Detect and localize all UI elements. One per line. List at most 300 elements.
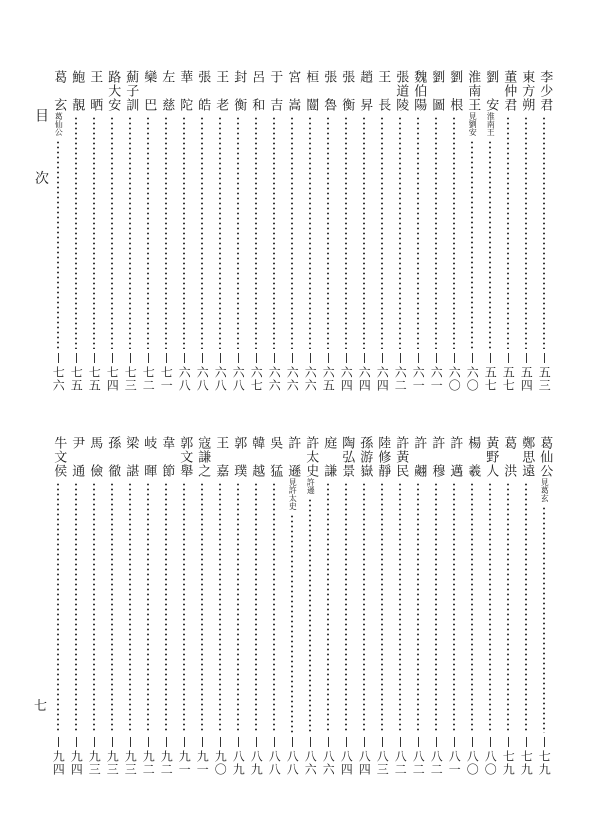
entry-name-text: 梁 諶 bbox=[123, 436, 139, 478]
toc-entry bbox=[338, 70, 355, 392]
toc-entry bbox=[158, 436, 175, 776]
leader-dots bbox=[129, 482, 131, 733]
entry-name bbox=[482, 436, 498, 478]
entry-name-text: 陶弘景 bbox=[339, 436, 355, 478]
entry-page-number: 八二 bbox=[393, 750, 408, 776]
entry-name-text: 王 老 bbox=[213, 70, 229, 112]
entry-page-number: 七九 bbox=[501, 750, 516, 776]
entry-page-number: 七九 bbox=[519, 750, 534, 776]
entry-name-text: 薊子訓 bbox=[123, 70, 139, 112]
entry-page-number: 六四 bbox=[339, 366, 354, 392]
leader-dots bbox=[93, 116, 95, 349]
page-separator bbox=[58, 353, 59, 363]
toc-entry bbox=[374, 436, 391, 776]
entry-page-number: 五七 bbox=[501, 366, 516, 392]
leader-dots bbox=[435, 116, 437, 349]
leader-dots bbox=[255, 116, 257, 349]
entry-name bbox=[86, 70, 102, 112]
page-separator bbox=[274, 353, 275, 363]
toc-entry bbox=[140, 70, 157, 392]
entry-page-number: 八九 bbox=[249, 750, 264, 776]
page-separator bbox=[400, 737, 401, 747]
entry-name bbox=[122, 70, 138, 112]
page-separator bbox=[508, 353, 509, 363]
toc-entry bbox=[410, 70, 427, 392]
toc-entry bbox=[536, 436, 553, 776]
entry-name bbox=[320, 436, 336, 478]
entry-page-number: 六一 bbox=[411, 366, 426, 392]
leader-dots bbox=[489, 140, 491, 349]
leader-dots bbox=[309, 498, 311, 733]
entry-page-number: 五七 bbox=[483, 366, 498, 392]
toc-entry bbox=[140, 436, 157, 776]
leader-dots bbox=[165, 482, 167, 733]
page-separator bbox=[274, 737, 275, 747]
page-separator bbox=[526, 737, 527, 747]
leader-dots bbox=[435, 482, 437, 733]
toc-entry bbox=[320, 436, 337, 776]
entry-page-number: 六八 bbox=[231, 366, 246, 392]
entry-name-text: 趙 昇 bbox=[357, 70, 373, 112]
leader-dots bbox=[75, 482, 77, 733]
leader-dots bbox=[543, 116, 545, 349]
entry-page-number: 九二 bbox=[159, 750, 174, 776]
entry-name bbox=[284, 436, 300, 510]
page-separator bbox=[544, 737, 545, 747]
page-separator bbox=[202, 737, 203, 747]
entry-name-text: 劉 根 bbox=[447, 70, 463, 112]
leader-dots bbox=[309, 116, 311, 349]
entry-name bbox=[536, 70, 552, 112]
entry-name-text: 左 慈 bbox=[159, 70, 175, 112]
entry-name-text: 黃野人 bbox=[483, 436, 499, 478]
toc-entry bbox=[230, 436, 247, 776]
toc-entry bbox=[122, 436, 139, 776]
page-separator bbox=[418, 737, 419, 747]
toc-entry bbox=[284, 436, 301, 776]
leader-dots bbox=[489, 482, 491, 733]
leader-dots bbox=[111, 116, 113, 349]
toc-entry bbox=[356, 436, 373, 776]
toc-entry bbox=[248, 70, 265, 392]
entry-page-number: 八一 bbox=[447, 750, 462, 776]
entry-name-text: 馬 儉 bbox=[87, 436, 103, 478]
entry-name bbox=[374, 70, 390, 112]
toc-entry bbox=[212, 436, 229, 776]
entry-page-number: 八八 bbox=[267, 750, 282, 776]
entry-page-number: 六〇 bbox=[447, 366, 462, 392]
leader-dots bbox=[417, 482, 419, 733]
toc-entry bbox=[212, 70, 229, 392]
entry-page-number: 七一 bbox=[159, 366, 174, 392]
toc-entry bbox=[302, 70, 319, 392]
entry-page-number: 六八 bbox=[195, 366, 210, 392]
toc-entry bbox=[446, 436, 463, 776]
toc-entry bbox=[374, 70, 391, 392]
toc-entry bbox=[86, 70, 103, 392]
toc-entry bbox=[464, 70, 481, 392]
entry-name-text: 許 遜 bbox=[285, 436, 301, 478]
entry-page-number: 六四 bbox=[375, 366, 390, 392]
entry-page-number: 八二 bbox=[429, 750, 444, 776]
toc-entry bbox=[410, 436, 427, 776]
entry-page-number: 九一 bbox=[195, 750, 210, 776]
leader-dots bbox=[255, 482, 257, 733]
entry-page-number: 八〇 bbox=[465, 750, 480, 776]
entry-page-number: 六六 bbox=[285, 366, 300, 392]
leader-dots bbox=[507, 116, 509, 349]
entry-name bbox=[104, 436, 120, 478]
entry-page-number: 八〇 bbox=[483, 750, 498, 776]
entry-page-number: 七二 bbox=[141, 366, 156, 392]
entry-note: 淮南王 bbox=[486, 112, 496, 136]
entry-page-number: 九三 bbox=[105, 750, 120, 776]
leader-dots bbox=[399, 116, 401, 349]
entry-name bbox=[194, 70, 210, 112]
entry-page-number: 七五 bbox=[69, 366, 84, 392]
page-separator bbox=[130, 737, 131, 747]
entry-page-number: 八四 bbox=[339, 750, 354, 776]
page-separator bbox=[310, 737, 311, 747]
entry-name bbox=[158, 436, 174, 478]
leader-dots bbox=[201, 116, 203, 349]
entry-name-text: 宮 嵩 bbox=[285, 70, 301, 112]
toc-entry bbox=[68, 70, 85, 392]
entry-page-number: 六〇 bbox=[465, 366, 480, 392]
entry-name-text: 李少君 bbox=[537, 70, 553, 112]
entry-name-text: 許太史 bbox=[303, 436, 319, 478]
leader-dots bbox=[453, 482, 455, 733]
page-separator bbox=[400, 353, 401, 363]
page-separator bbox=[490, 737, 491, 747]
toc-entry bbox=[68, 436, 85, 776]
entry-page-number: 七五 bbox=[87, 366, 102, 392]
toc-entry bbox=[428, 70, 445, 392]
entry-page-number: 九一 bbox=[177, 750, 192, 776]
toc-entry bbox=[338, 436, 355, 776]
entry-name-text: 呂 和 bbox=[249, 70, 265, 112]
leader-dots bbox=[291, 514, 293, 733]
leader-dots bbox=[363, 116, 365, 349]
page-separator bbox=[112, 353, 113, 363]
entry-name bbox=[428, 436, 444, 478]
entry-page-number: 九四 bbox=[51, 750, 66, 776]
leader-dots bbox=[147, 482, 149, 733]
entry-page-number: 九三 bbox=[87, 750, 102, 776]
page-separator bbox=[166, 737, 167, 747]
page-separator bbox=[436, 737, 437, 747]
toc-entry bbox=[50, 70, 67, 392]
leader-dots bbox=[345, 116, 347, 349]
entry-name-text: 寇謙之 bbox=[195, 436, 211, 478]
toc-entry bbox=[50, 436, 67, 776]
leader-dots bbox=[345, 482, 347, 733]
leader-dots bbox=[471, 140, 473, 349]
entry-name bbox=[122, 436, 138, 478]
entry-note: 見許太史 bbox=[288, 478, 298, 510]
entry-page-number: 八三 bbox=[375, 750, 390, 776]
entry-name-text: 韓 越 bbox=[249, 436, 265, 478]
entry-name-text: 欒 巴 bbox=[141, 70, 157, 112]
entry-name bbox=[284, 70, 300, 112]
leader-dots bbox=[381, 116, 383, 349]
toc-entry bbox=[86, 436, 103, 776]
entry-name bbox=[176, 70, 192, 112]
leader-dots bbox=[201, 482, 203, 733]
leader-dots bbox=[471, 482, 473, 733]
entry-page-number: 六六 bbox=[303, 366, 318, 392]
page-separator bbox=[436, 353, 437, 363]
entry-page-number: 六七 bbox=[249, 366, 264, 392]
entry-name bbox=[428, 70, 444, 112]
leader-dots bbox=[525, 116, 527, 349]
leader-dots bbox=[399, 482, 401, 733]
entry-page-number: 五四 bbox=[519, 366, 534, 392]
entry-name bbox=[410, 436, 426, 478]
entry-name-text: 鄭思遠 bbox=[519, 436, 535, 478]
entry-name-text: 董仲君 bbox=[501, 70, 517, 112]
entry-name bbox=[446, 436, 462, 478]
leader-dots bbox=[291, 116, 293, 349]
entry-name bbox=[338, 436, 354, 478]
entry-name bbox=[212, 436, 228, 478]
page-separator bbox=[364, 737, 365, 747]
toc-entry bbox=[104, 70, 121, 392]
entry-name-text: 于 吉 bbox=[267, 70, 283, 112]
page-separator bbox=[184, 353, 185, 363]
entry-name-text: 葛 玄 bbox=[51, 70, 67, 112]
leader-dots bbox=[57, 482, 59, 733]
leader-dots bbox=[183, 116, 185, 349]
entry-name bbox=[464, 70, 480, 136]
entry-page-number: 八六 bbox=[303, 750, 318, 776]
entry-page-number: 八二 bbox=[411, 750, 426, 776]
page-separator bbox=[472, 737, 473, 747]
entry-page-number: 六五 bbox=[321, 366, 336, 392]
toc-entry bbox=[266, 70, 283, 392]
entry-name-text: 許 邁 bbox=[447, 436, 463, 478]
toc-entry bbox=[194, 70, 211, 392]
entry-name bbox=[500, 436, 516, 478]
leader-dots bbox=[75, 116, 77, 349]
page-separator bbox=[346, 737, 347, 747]
leader-dots bbox=[273, 482, 275, 733]
entry-name bbox=[176, 436, 192, 478]
leader-dots bbox=[165, 116, 167, 349]
page-separator bbox=[76, 353, 77, 363]
toc-block-top bbox=[50, 70, 554, 392]
entry-name bbox=[500, 70, 516, 112]
entry-name-text: 吳 猛 bbox=[267, 436, 283, 478]
entry-name bbox=[230, 436, 246, 478]
toc-entry bbox=[500, 70, 517, 392]
entry-page-number: 六八 bbox=[177, 366, 192, 392]
leader-dots bbox=[183, 482, 185, 733]
leader-dots bbox=[363, 482, 365, 733]
entry-name-text: 劉 圖 bbox=[429, 70, 445, 112]
entry-name-text: 牛文侯 bbox=[51, 436, 67, 478]
entry-name bbox=[464, 436, 480, 478]
entry-name bbox=[392, 70, 408, 112]
entry-name bbox=[446, 70, 462, 112]
entry-name-text: 葛 洪 bbox=[501, 436, 517, 478]
entry-name bbox=[518, 436, 534, 478]
page-separator bbox=[544, 353, 545, 363]
entry-note: 見葛玄 bbox=[540, 478, 550, 502]
page-separator bbox=[202, 353, 203, 363]
leader-dots bbox=[507, 482, 509, 733]
entry-page-number: 六一 bbox=[429, 366, 444, 392]
entry-name-text: 陸修靜 bbox=[375, 436, 391, 478]
entry-name-text: 許 翽 bbox=[411, 436, 427, 478]
entry-name-text: 王 晒 bbox=[87, 70, 103, 112]
entry-page-number: 六二 bbox=[393, 366, 408, 392]
page-separator bbox=[508, 737, 509, 747]
toc-entry bbox=[428, 436, 445, 776]
toc-entry bbox=[518, 436, 535, 776]
entry-name-text: 孫 徹 bbox=[105, 436, 121, 478]
entry-page-number: 六四 bbox=[357, 366, 372, 392]
page-separator bbox=[454, 737, 455, 747]
page-separator bbox=[472, 353, 473, 363]
toc-entry bbox=[302, 436, 319, 776]
page-separator bbox=[292, 353, 293, 363]
entry-name bbox=[356, 70, 372, 112]
page-separator bbox=[76, 737, 77, 747]
page-separator bbox=[112, 737, 113, 747]
page-separator bbox=[184, 737, 185, 747]
entry-name-text: 桓 闓 bbox=[303, 70, 319, 112]
leader-dots bbox=[327, 482, 329, 733]
toc-entry bbox=[464, 436, 481, 776]
toc-entry bbox=[500, 436, 517, 776]
leader-dots bbox=[111, 482, 113, 733]
page-separator bbox=[490, 353, 491, 363]
leader-dots bbox=[453, 116, 455, 349]
entry-name-text: 路大安 bbox=[105, 70, 121, 112]
toc-entry bbox=[266, 436, 283, 776]
entry-name bbox=[410, 70, 426, 112]
page-separator bbox=[328, 737, 329, 747]
page-separator bbox=[346, 353, 347, 363]
entry-name-text: 鮑 靚 bbox=[69, 70, 85, 112]
entry-name-text: 郭文舉 bbox=[177, 436, 193, 478]
leader-dots bbox=[327, 116, 329, 349]
leader-dots bbox=[219, 482, 221, 733]
entry-name bbox=[104, 70, 120, 112]
entry-name-text: 岐 暉 bbox=[141, 436, 157, 478]
entry-name-text: 庭 謙 bbox=[321, 436, 337, 478]
entry-name bbox=[392, 436, 408, 478]
entry-page-number: 七四 bbox=[105, 366, 120, 392]
entry-name bbox=[68, 436, 84, 478]
entry-name-text: 許 穆 bbox=[429, 436, 445, 478]
leader-dots bbox=[273, 116, 275, 349]
entry-name bbox=[50, 70, 66, 136]
entry-name-text: 楊 羲 bbox=[465, 436, 481, 478]
toc-block-bottom bbox=[50, 436, 554, 776]
toc-entry bbox=[122, 70, 139, 392]
entry-name bbox=[356, 436, 372, 478]
page-separator bbox=[292, 737, 293, 747]
toc-entry bbox=[104, 436, 121, 776]
leader-dots bbox=[417, 116, 419, 349]
toc-entry bbox=[536, 70, 553, 392]
entry-name-text: 韋 節 bbox=[159, 436, 175, 478]
page-title: 目 次 bbox=[33, 108, 49, 207]
entry-name bbox=[140, 70, 156, 112]
page-separator bbox=[364, 353, 365, 363]
entry-name bbox=[212, 70, 228, 112]
entry-name bbox=[338, 70, 354, 112]
page-separator bbox=[310, 353, 311, 363]
toc-entry bbox=[482, 70, 499, 392]
leader-dots bbox=[381, 482, 383, 733]
toc-entry bbox=[230, 70, 247, 392]
leader-dots bbox=[57, 140, 59, 349]
entry-name bbox=[50, 436, 66, 478]
entry-name-text: 劉 安 bbox=[483, 70, 499, 112]
entry-name-text: 王 嘉 bbox=[213, 436, 229, 478]
page-separator bbox=[256, 353, 257, 363]
leader-dots bbox=[237, 116, 239, 349]
entry-name bbox=[266, 70, 282, 112]
leader-dots bbox=[525, 482, 527, 733]
entry-name bbox=[374, 436, 390, 478]
entry-name bbox=[248, 436, 264, 478]
page-separator bbox=[256, 737, 257, 747]
toc-entry bbox=[176, 70, 193, 392]
entry-name-text: 許黃民 bbox=[393, 436, 409, 478]
toc-entry bbox=[158, 70, 175, 392]
page-separator bbox=[382, 737, 383, 747]
entry-page-number: 九二 bbox=[141, 750, 156, 776]
page-separator bbox=[454, 353, 455, 363]
entry-name-text: 淮南王 bbox=[465, 70, 481, 112]
entry-name bbox=[158, 70, 174, 112]
entry-page-number: 七六 bbox=[51, 366, 66, 392]
entry-note: 許遜 bbox=[306, 478, 316, 494]
entry-name bbox=[248, 70, 264, 112]
entry-name-text: 張 魯 bbox=[321, 70, 337, 112]
leader-dots bbox=[237, 482, 239, 733]
toc-entry bbox=[482, 436, 499, 776]
page-separator bbox=[418, 353, 419, 363]
entry-name bbox=[86, 436, 102, 478]
entry-name bbox=[482, 70, 498, 136]
entry-name bbox=[518, 70, 534, 112]
leader-dots bbox=[129, 116, 131, 349]
page-separator bbox=[94, 737, 95, 747]
leader-dots bbox=[543, 506, 545, 733]
entry-name-text: 張道陵 bbox=[393, 70, 409, 112]
toc-entry bbox=[320, 70, 337, 392]
entry-page-number: 六六 bbox=[267, 366, 282, 392]
page-separator bbox=[148, 353, 149, 363]
page-separator bbox=[58, 737, 59, 747]
entry-name bbox=[320, 70, 336, 112]
page-separator bbox=[238, 737, 239, 747]
toc-entry bbox=[284, 70, 301, 392]
entry-page-number: 八四 bbox=[357, 750, 372, 776]
entry-page-number: 八六 bbox=[321, 750, 336, 776]
page-separator bbox=[130, 353, 131, 363]
page-separator bbox=[238, 353, 239, 363]
entry-note: 見劉安 bbox=[468, 112, 478, 136]
toc-entry bbox=[446, 70, 463, 392]
toc-entry bbox=[356, 70, 373, 392]
entry-page-number: 八八 bbox=[285, 750, 300, 776]
